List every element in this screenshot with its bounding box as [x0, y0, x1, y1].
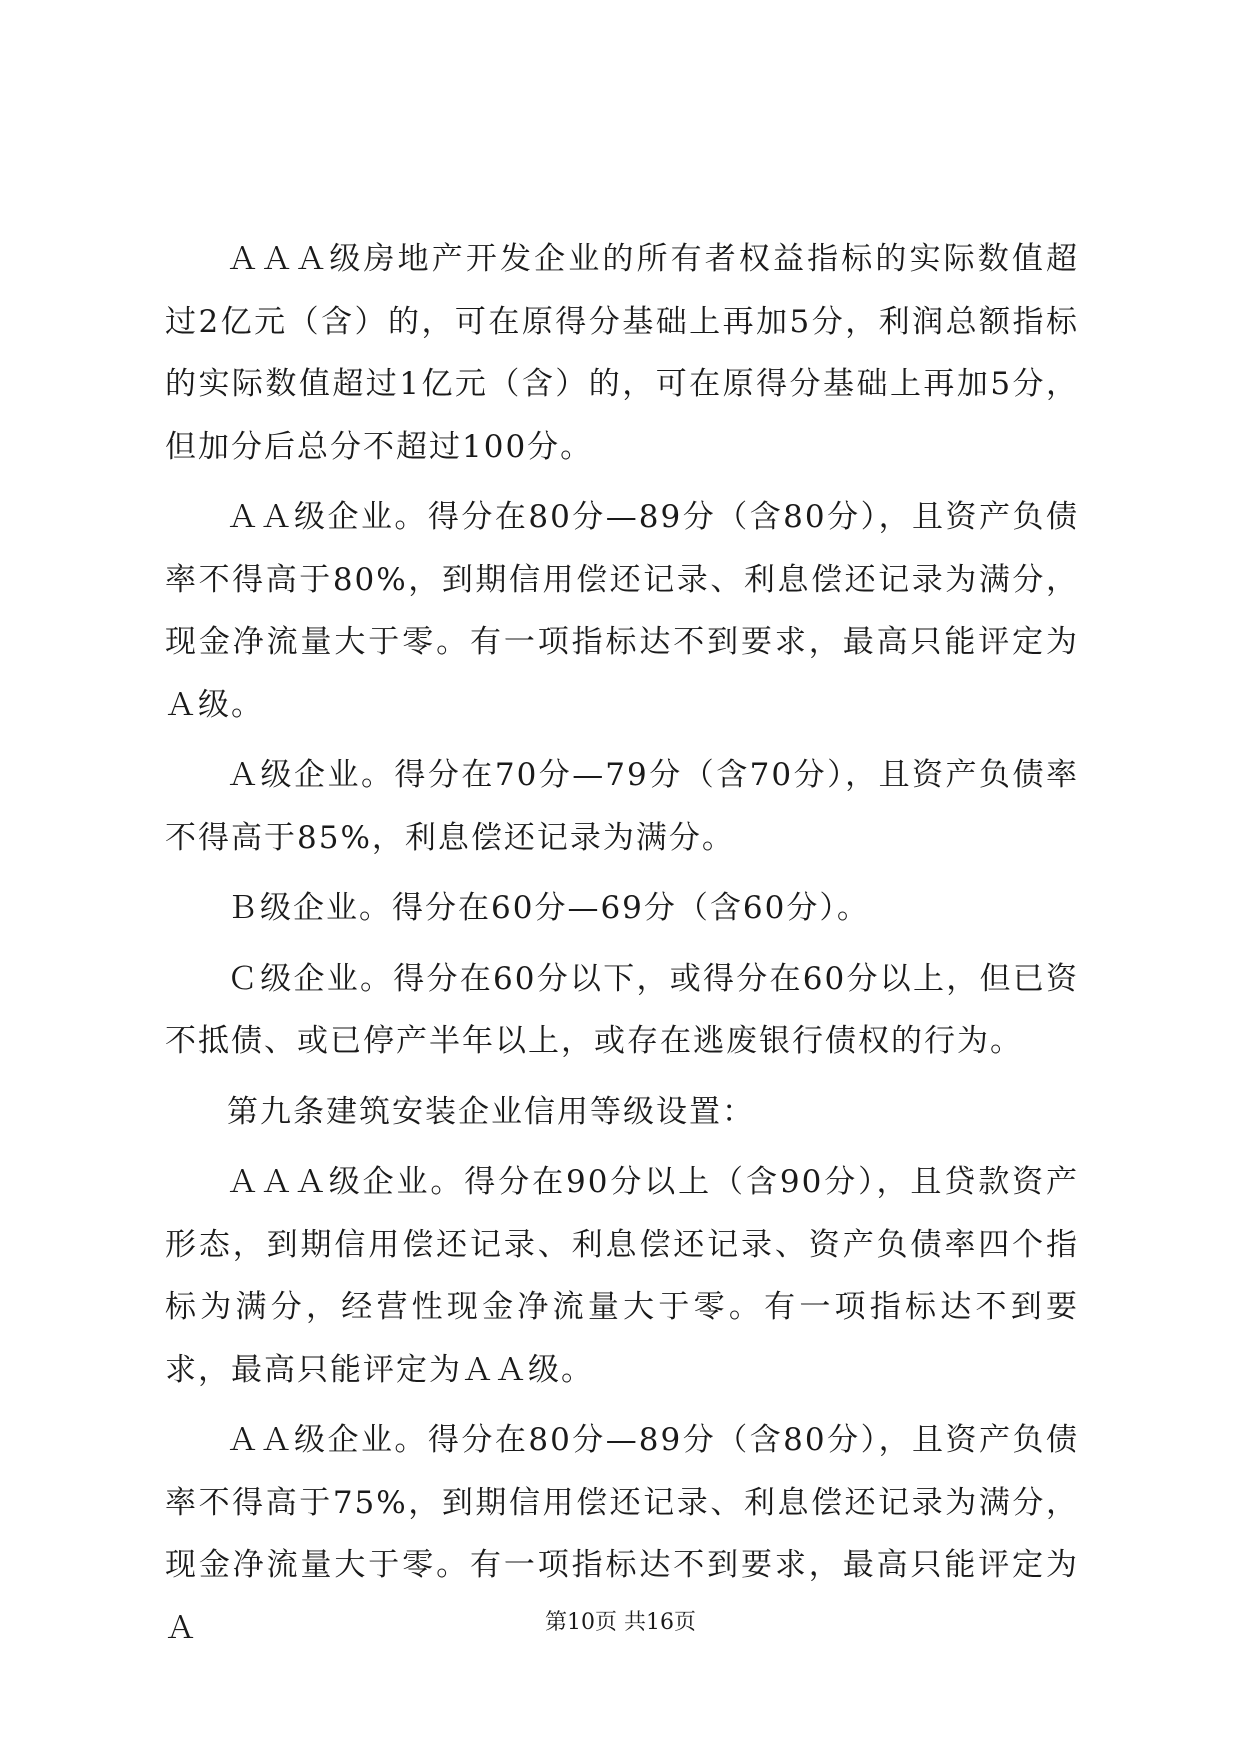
paragraph-b-enterprise: Ｂ级企业。得分在60分—69分（含60分）。 [227, 890, 870, 926]
document-body [165, 228, 1079, 1667]
paragraph-c-enterprise: Ｃ级企业。得分在60分以下，或得分在60分以上，但已资不抵债、或已停产半年以上，或存在逃废银行债权的行为。 [165, 960, 1079, 1059]
paragraph-aa-construction: ＡＡ级企业。得分在80分—89分（含80分），且资产负债率不得高于75%，到期信用偿还记录、利息偿还记录为满分，现金净流量大于零。有一项指标达不到要求，最高只能评定为Ａ [165, 1422, 1079, 1646]
paragraph-aaa-construction: ＡＡＡ级企业。得分在90分以上（含90分），且贷款资产形态，到期信用偿还记录、利息偿还记录、资产负债率四个指标为满分，经营性现金净流量大于零。有一项指标达不到要求，最高只能评定为ＡＡ级。 [165, 1164, 1079, 1388]
paragraph-article-nine: 第九条建筑安装企业信用等级设置： [227, 1093, 755, 1130]
paragraph-a-enterprise: Ａ级企业。得分在70分—79分（含70分），且资产负债率不得高于85%，利息偿还记录为满分。 [165, 757, 1079, 856]
paragraph-aaa-real-estate-bonus: ＡＡＡ级房地产开发企业的所有者权益指标的实际数值超过2亿元（含）的，可在原得分基础上再加5分，利润总额指标的实际数值超过1亿元（含）的，可在原得分基础上再加5分，但加分后总分不超过100分。 [165, 241, 1079, 465]
paragraph-aa-enterprise: ＡＡ级企业。得分在80分—89分（含80分），且资产负债率不得高于80%，到期信用偿还记录、利息偿还记录为满分，现金净流量大于零。有一项指标达不到要求，最高只能评定为Ａ级。 [165, 499, 1079, 723]
page-number-footer: 第10页 共16页 [545, 1610, 696, 1635]
